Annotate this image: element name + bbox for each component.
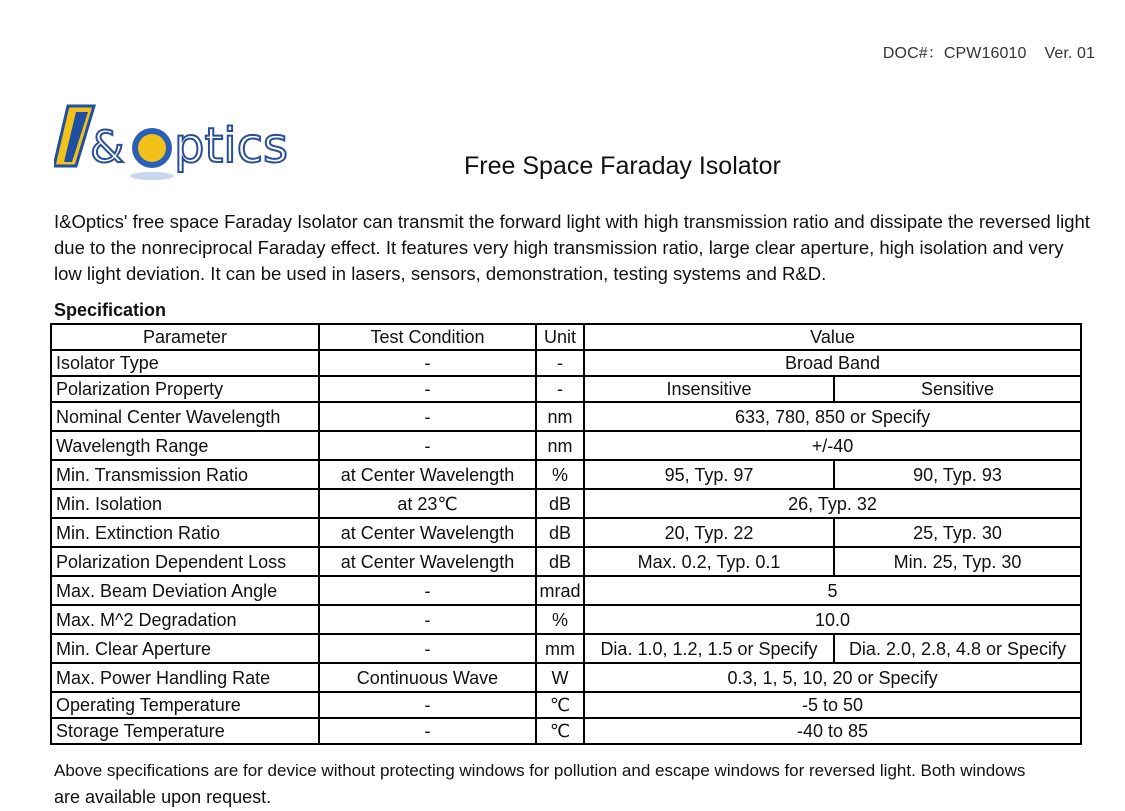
row-parameter: Nominal Center Wavelength xyxy=(51,402,319,431)
row-unit: % xyxy=(536,460,584,489)
table-row xyxy=(51,518,1081,547)
row-condition: at Center Wavelength xyxy=(319,518,536,547)
row-parameter: Min. Clear Aperture xyxy=(51,634,319,663)
header-value: Value xyxy=(584,324,1081,350)
row-unit: % xyxy=(536,605,584,634)
doc-number: DOC#：CPW16010 xyxy=(882,45,1027,62)
specification-table xyxy=(50,323,1082,745)
row-unit: ℃ xyxy=(536,692,584,718)
row-condition: - xyxy=(319,402,536,431)
row-condition: at 23℃ xyxy=(319,489,536,518)
row-parameter: Max. Power Handling Rate xyxy=(51,663,319,692)
row-value: -5 to 50 xyxy=(584,692,1081,718)
row-value: 633, 780, 850 or Specify xyxy=(584,402,1081,431)
table-row xyxy=(51,460,1081,489)
company-logo xyxy=(54,104,310,188)
table-row xyxy=(51,547,1081,576)
header-unit: Unit xyxy=(536,324,584,350)
header-parameter: Parameter xyxy=(51,324,319,350)
row-condition: - xyxy=(319,605,536,634)
row-value: +/-40 xyxy=(584,431,1081,460)
table-header-row xyxy=(51,324,1081,350)
row-parameter: Operating Temperature xyxy=(51,692,319,718)
table-row xyxy=(51,431,1081,460)
row-value-insensitive: Dia. 1.0, 1.2, 1.5 or Specify xyxy=(584,634,834,663)
specification-heading: Specification xyxy=(54,300,167,320)
row-parameter: Polarization Dependent Loss xyxy=(51,547,319,576)
row-parameter: Wavelength Range xyxy=(51,431,319,460)
row-parameter: Isolator Type xyxy=(51,350,319,376)
row-condition: Continuous Wave xyxy=(319,663,536,692)
row-unit: dB xyxy=(536,547,584,576)
row-condition: - xyxy=(319,692,536,718)
row-condition: - xyxy=(319,350,536,376)
row-unit: - xyxy=(536,350,584,376)
row-value-sensitive: Min. 25, Typ. 30 xyxy=(834,547,1081,576)
row-value: 10.0 xyxy=(584,605,1081,634)
logo-ampersand: & xyxy=(90,122,125,173)
doc-header xyxy=(883,40,1095,63)
table-row xyxy=(51,489,1081,518)
row-unit: dB xyxy=(536,518,584,547)
row-unit: nm xyxy=(536,431,584,460)
row-value-sensitive: Sensitive xyxy=(834,376,1081,402)
row-condition: at Center Wavelength xyxy=(319,547,536,576)
row-parameter: Max. M^2 Degradation xyxy=(51,605,319,634)
footnote-line-2: are available upon request. xyxy=(54,787,272,807)
row-condition: - xyxy=(319,718,536,744)
row-condition: - xyxy=(319,376,536,402)
table-row xyxy=(51,692,1081,718)
row-condition: at Center Wavelength xyxy=(319,460,536,489)
row-unit: dB xyxy=(536,489,584,518)
row-condition: - xyxy=(319,634,536,663)
row-value: Broad Band xyxy=(584,350,1081,376)
row-unit: - xyxy=(536,376,584,402)
header-condition: Test Condition xyxy=(319,324,536,350)
row-value-insensitive: Max. 0.2, Typ. 0.1 xyxy=(584,547,834,576)
row-value-sensitive: 25, Typ. 30 xyxy=(834,518,1081,547)
page-title: Free Space Faraday Isolator xyxy=(464,152,781,180)
footnote-line-1: Above specifications are for device without protecting windows for pollution and escape windows for reversed light. Both windows xyxy=(54,761,1026,780)
table-row xyxy=(51,605,1081,634)
row-value-sensitive: Dia. 2.0, 2.8, 4.8 or Specify xyxy=(834,634,1081,663)
row-value: 5 xyxy=(584,576,1081,605)
table-row xyxy=(51,634,1081,663)
table-row xyxy=(51,576,1081,605)
row-parameter: Polarization Property xyxy=(51,376,319,402)
row-unit: mrad xyxy=(536,576,584,605)
logo-ptics: ptics xyxy=(174,118,289,174)
row-parameter: Max. Beam Deviation Angle xyxy=(51,576,319,605)
table-row xyxy=(51,376,1081,402)
row-unit: ℃ xyxy=(536,718,584,744)
row-value: 26, Typ. 32 xyxy=(584,489,1081,518)
row-value-insensitive: Insensitive xyxy=(584,376,834,402)
row-value: -40 to 85 xyxy=(584,718,1081,744)
row-unit: mm xyxy=(536,634,584,663)
footnote xyxy=(54,757,1094,811)
row-condition: - xyxy=(319,576,536,605)
table-row xyxy=(51,350,1081,376)
row-value-insensitive: 95, Typ. 97 xyxy=(584,460,834,489)
row-parameter: Min. Extinction Ratio xyxy=(51,518,319,547)
row-condition: - xyxy=(319,431,536,460)
table-row xyxy=(51,718,1081,744)
row-parameter: Min. Isolation xyxy=(51,489,319,518)
table-row xyxy=(51,402,1081,431)
intro-paragraph: I&Optics' free space Faraday Isolator can transmit the forward light with high transmission ratio and dissipate the reversed light due to the nonreciprocal Faraday effect. It features very high transmission ratio, large clear aperture, high isolation and very low light deviation. It can be used in lasers, sensors, demonstration, testing systems and R&D. xyxy=(54,211,1090,284)
row-value: 0.3, 1, 5, 10, 20 or Specify xyxy=(584,663,1081,692)
doc-version: Ver. 01 xyxy=(1044,45,1095,62)
row-value-insensitive: 20, Typ. 22 xyxy=(584,518,834,547)
row-unit: nm xyxy=(536,402,584,431)
row-unit: W xyxy=(536,663,584,692)
row-value-sensitive: 90, Typ. 93 xyxy=(834,460,1081,489)
row-parameter: Min. Transmission Ratio xyxy=(51,460,319,489)
table-row xyxy=(51,663,1081,692)
row-parameter: Storage Temperature xyxy=(51,718,319,744)
